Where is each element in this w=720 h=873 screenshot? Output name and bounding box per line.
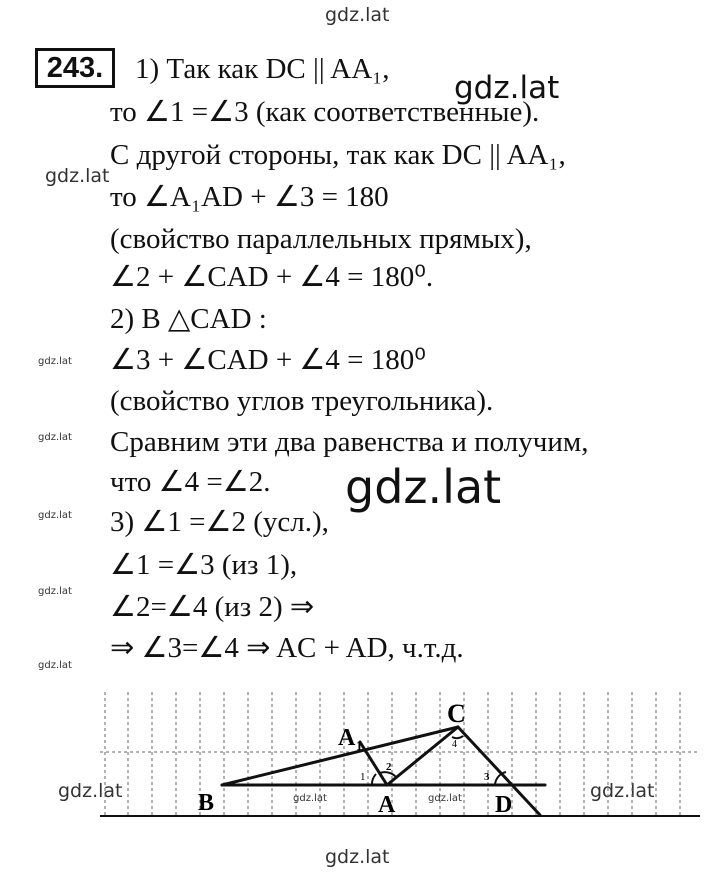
solution-line-10: Сравним эти два равенства и получим, [110,426,589,458]
watermark-small-2: gdz.lat [38,432,72,443]
label-angle-2: 2 [386,761,392,773]
solution-line-12: 3) ∠1 =∠2 (усл.), [110,506,329,538]
label-point-a1-subscript: 1 [356,738,363,753]
label-point-c: C [447,699,466,728]
angle-arc-2 [380,772,396,777]
watermark-header-right: gdz.lat [454,70,560,106]
solution-line-1: 1) Так как DC || AA₁, [135,53,390,85]
watermark-figure-right: gdz.lat [590,780,655,802]
angle-arc-3 [495,772,506,785]
watermark-top: gdz.lat [325,4,390,26]
segment-cd [458,727,540,815]
solution-line-13: ∠1 =∠3 (из 1), [110,549,298,581]
segment-a1a [360,742,387,785]
solution-line-5: (свойство параллельных прямых), [110,223,532,255]
label-angle-3: 3 [484,771,490,783]
watermark-small-5: gdz.lat [38,660,72,671]
solution-line-2: то ∠1 =∠3 (как соответственные). [110,96,540,128]
solution-line-14: ∠2=∠4 (из 2) ⇒ [110,591,315,623]
solution-line-4: то ∠A₁AD + ∠3 = 180 [110,181,389,213]
watermark-figure-inner-1: gdz.lat [293,793,327,804]
angle-arc-4 [452,736,463,738]
watermark-small-1: gdz.lat [38,356,72,367]
solution-line-9: (свойство углов треугольника). [110,385,494,417]
solution-line-7: 2) В △CAD : [110,303,267,335]
watermark-small-3: gdz.lat [38,510,72,521]
watermark-bottom: gdz.lat [325,846,390,868]
label-angle-1: 1 [360,771,366,783]
solution-line-15: ⇒ ∠3=∠4 ⇒ AC + AD, ч.т.д. [110,632,464,664]
problem-number: 243. [35,48,115,88]
watermark-large: gdz.lat [345,460,502,514]
watermark-figure-inner-2: gdz.lat [428,793,462,804]
angle-arc-1 [372,774,376,785]
segment-bc [222,727,458,785]
solution-line-6: ∠2 + ∠CAD + ∠4 = 180⁰. [110,261,434,293]
solution-line-11: что ∠4 =∠2. [110,466,271,498]
label-angle-4: 4 [452,739,457,750]
label-point-a: A [378,792,396,818]
label-point-a1: A [338,725,356,751]
watermark-small-4: gdz.lat [38,586,72,597]
solution-line-8: ∠3 + ∠CAD + ∠4 = 180⁰ [110,344,426,376]
watermark-left: gdz.lat [45,165,110,187]
solution-line-3: С другой стороны, так как DC || AA₁, [110,139,566,171]
label-point-d: D [495,792,513,818]
watermark-figure-left: gdz.lat [58,780,123,802]
label-point-b: B [198,790,215,816]
segment-ac [387,727,458,785]
